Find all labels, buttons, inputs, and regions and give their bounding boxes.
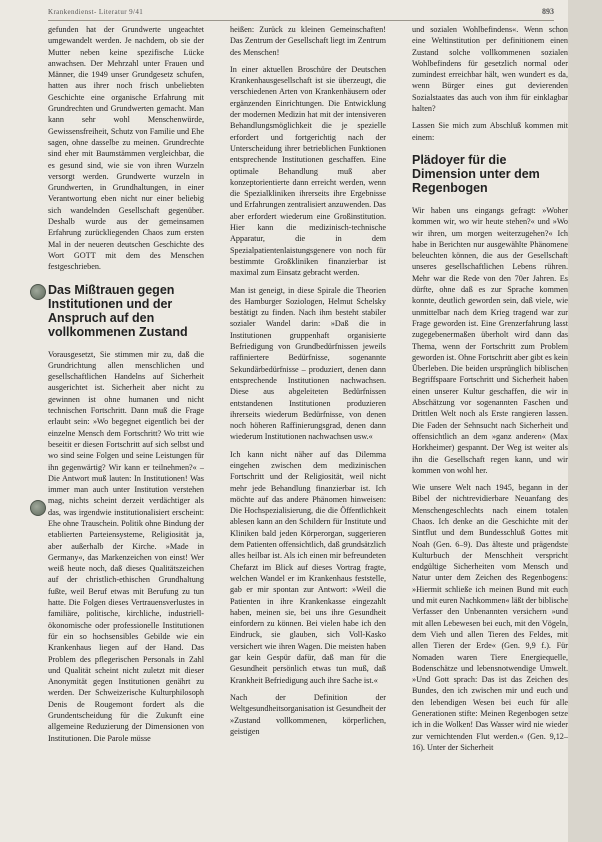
paragraph: Vorausgesetzt, Sie stimmen mir zu, daß die Grundrichtung allen menschlichen und gesellschaftlichen Handelns auf Sicherheit ausgerichtet ist. Sicherheit aber nicht zu gewinnen ist ohne humanen und nicht technischen Fortschritt. Dann muß die Frage erlaubt sein: »Wo begegnet eigentlich bei der einzelne Mensch dem Fortschritt? Wo tritt wie beseitit er diesen Fortschritt auf sich selbst und wo sind seine Folgen und seine Leistungen für ihn gegenwärtig? Wir kann er teilnehmen?« – Die Antwort muß lauten: In Institutionen! Was immer man auch unter Institution verstehen mag, nichts scheint derzeit verdächtiger als das, was irgendwie institutionalisiert erscheint: Ehe ohne Trauschein. Politik ohne Bindung der etablierten Parteiensysteme, Religiosität ja, aber außerhalb der Kirche. »Made in Germany«, das Markenzeichen von einst! Wer weiß heute noch, daß dieses Qualitätszeichen auf der christlich-ethischen Grundhaltung fußte, weil Beruf etwas mit Berufung zu tun hatte. Die Folgen dieses Vertrauensverlustes in familiäre, politische, kirchliche, industriell-ökonomische oder professionelle Institutionen für ein so hochsensibles Gebilde wie ein Krankenhaus liegen auf der Hand. Das Problem des pflegerischen Personals in Zahl und Qualität scheint nicht zuletzt mit dieser Anonymität gegen Institutionen genährt zu werden. Der Schweizerische Kulturphilosoph Denis de Rougemont fordert als die Grundentscheidung für die Zukunft eine allgemeine Reduzierung der Dimensionen von Institutionen. Die Parole müsse (48, 349, 204, 743)
page-number: 893 (542, 7, 554, 16)
column-1 (48, 24, 204, 834)
paragraph: Wir haben uns eingangs gefragt: »Woher kommen wir, wo wir heute stehen?« und »Wo wir ihren, um morgen weiterzugehen?« Ich habe in Berichten nur ausgewählte Phänomene beleuchten können, die aus der Gesellschaft unseres gesellschaftlichen Lebens rühren. Mehr war die Rede von den 70er Jahren. Es dürfte, ohne daß es zur Sprache kommen konnte, deutlich geworden sein, daß viele, wie unmittelbar nach dem Krieg tragend war zur Frage geworden ist. Eine Grenzerfahrung lasst zugegebenermaßen überholt wird dann das Thema, wenn der Fortschritt zum Problem geworden ist. Ohne Fortschritt aber gibt es kein Überleben. Die beiden ursprünglich biblischen Begriffspaare Fortschritt und Sicherheit haben einen unserer Kultur geschaffen, die wir in Abschätzung vor sogenannten Faschen und Drittlen Welt noch als Erste rangieren lassen. Die Faden der Sehnsucht nach Sicherheit und offensichtlich an dem »ganz anderen« (Max Horkheimer) gespannt. Der Weg ist weiter als ihn die Gesellschaft regen kann, und wir kommen von wohl her. (412, 205, 568, 475)
running-header (48, 6, 554, 21)
section-heading: Das Mißtrauen gegen Institutionen und der Anspruch auf den vollkommenen Zustand (48, 282, 188, 339)
column-2 (230, 24, 386, 834)
paragraph: heißen: Zurück zu kleinen Gemeinschaften! Das Zentrum der Gesellschaft liegt im Zentrum des Menschen! (230, 25, 386, 57)
column-3 (412, 24, 568, 834)
punch-hole-bottom (30, 500, 46, 516)
paragraph: Ich kann nicht näher auf das Dilemma eingehen zwischen dem medizinischen Fortschritt und der Religiosität, weil nicht mehr jede Behandlung finanzierbar ist. Ich möchte auf das andere Phänomen hinweisen: Die Hochspezialisierung, die die Öffentlichkeit ablesen kann an den Schildern für Institute und Kliniken bald jeden Körperorgan, suggerieren dem Patienten offensichtlich, daß grundsätzlich alles heilbar ist. Als ich einen mir befreundeten Chefarzt im Blick auf dieses Vortrag fragte, welchen Wandel er im Krankenhaus feststelle, gab er mir spontan zur Antwort: »Weil die Patienten in ihre Krankenkasse eingezahlt haben, meinen sie, bei uns ihre Gesundheit einfordern zu können. Bei vielen habe ich den Eindruck, sie glauben, sich Voll-Kasko versichert wie ihren Wagen. Die meisten haben gar kein Gespür dafür, daß man für die Gesundheit persönlich etwas tun muß, daß Krankheit Befriedigung auch ihre Sache ist.« (230, 449, 386, 685)
paragraph: Nach der Definition der Weltgesundheitsorganisation ist Gesundheit der »Zustand vollkommenen, körperlichen, geistigen (230, 692, 386, 736)
paragraph: Man ist geneigt, in diese Spirale die Theorien des Hamburger Soziologen, Helmut Schelsky bestätigt zu finden. Nach ihm besteht stabiler sozialer Wandel darin: »Daß die in Institutionen gruppenhaft organisierte Befriedigung von Grundbedürfnissen jeweils raffiniertere Bedürfnisse, sogenannte Sekundärbedürfnisse – produziert, denen dann entsprechende Institutionen nachwachsen. Diese aus abgeleiteten Bedürfnissen entstandenen Institutionen produzieren ihrerseits wiederum Bedürfnisse, von denen noch höheren Raffinierungsgrad, denen dann wiederum Institutionen nachwachsen usw.« (230, 285, 386, 442)
section-heading: Plädoyer für die Dimension unter dem Regenbogen (412, 152, 540, 195)
paragraph: gefunden hat der Grundwerte ungeachtet umgewandelt werden. Je nachdem, ob sie der Mutter neben keine spezifische Lücke anwachsen. Der Mehrzahl unter Frauen und Männer, die 1949 unser Grundgesetz schufen, hatten aus ihrer noch frisch unbeliebten Geschichte eine organische Erfahrung mit Grundrechten und Grundwerten gemacht. Man kann sehr wohl Menschenwürde, Gewissensfreiheit, Schutz von Familie und Ehe sagen, ohne dasselbe zu meinen. Grundrechte sind eher mit Baumstämmen vergleichbar, die es gesund sind, wie sie von ihren Wurzeln versorgt werden. Grundwerte wurzeln in Grundwerten, in Grundhaltungen, in einer Verantwortung eben nicht nur einer beliebig sich wandelnden Gesellschaft gegenüber. Deshalb wurde aus der gemeinsamen Erfahrung zurückliegenden Chaos zum ersten Mal in der neueren deutschen Geschichte des Wort GOTT mit dem des Menschen festgeschrieben. (48, 25, 204, 272)
paragraph: Wie unsere Welt nach 1945, begann in der Bibel der nichtrevidierbare Neuanfang des Menschengeschlechts nach einem totalen Chaos. Ich denke an die Geschichte mit der Sintflut und dem Bundesschluß Gottes mit Noah (Gen. 6–9). Das älteste und prägendste Kulturbuch der Menschheit verspricht endgültige Sicherheiten vom Mensch und Natur unter dem Zeichen des Regenbogens: »Hiermit schließe ich meinen Bund mit euch und mit euren Nachkommen« läßt der biblische Verfasser den Unbenannten versichern »und mit allen Lebewesen bei euch, mit den Vögeln, dem Vieh und allen Tieren des Feldes, mit allen Tieren der Erde« (Gen. 9,9 f.). Für Nomaden waren Tiere Energiequelle, Bodenschätze und lebensnotwendige Umwelt. »Und Gott sprach: Das ist das Zeichen des Bundes, den ich zwischen mir und euch und den lebendigen Wesen bei euch für alle Generationen stifte: Meinen Regenbogen setze ich in die Wolken! Das Wasser wird nie wieder zur vernichtenden Flut werden.« (Gen. 9,12–16). Unter der Sicherheit (412, 483, 568, 752)
paragraph: In einer aktuellen Broschüre der Deutschen Krankenhausgesellschaft ist sie überzeugt, die verschiedenen Arten von Krankenhäusern oder ergänzenden Einrichtungen. Die Entwicklung der modernen Medizin hat mit der intensiveren Behandlungsmöglichkeit die je spezielle erfordert und fortgerichtig nach der Unterscheidung ihrer betrieblichen Funktionen entsprechende Institutionen geschaffen. Eine optimale Behandlung muß aber konzeptorientierte dann erreicht werden, wenn die Spezialkliniken ihrerseits ihre Ergebnisse und Erfahrungen zentralisiert anzuwenden. Das aber erfordert wiederum eine Großinstitution. Hier kann die medizinisch-technische Apparatur, die in dem Spezialpatientenlaistungsgenere von noch für bestimmte Großkliniken finanzierbar ist maximal zum Einsatz gebracht werden. (230, 64, 386, 278)
paragraph: Lassen Sie mich zum Abschluß kommen mit einem: (412, 121, 568, 142)
punch-hole-top (30, 284, 46, 300)
journal-citation: Krankendienst- Literatur 9/41 (48, 8, 144, 16)
paragraph: und sozialen Wohlbefindens«. Wenn schon eine Weltinstitution per definitionem einen Zustand solche vollkommenen sozialen Wohlbefindens für gesetzlich normal oder zumindest erreichbar hält, wen wundert es da, wenn Bürger eines gut devierenden Sozialstaates das auch von ihm für einklagbar halten? (412, 25, 568, 114)
